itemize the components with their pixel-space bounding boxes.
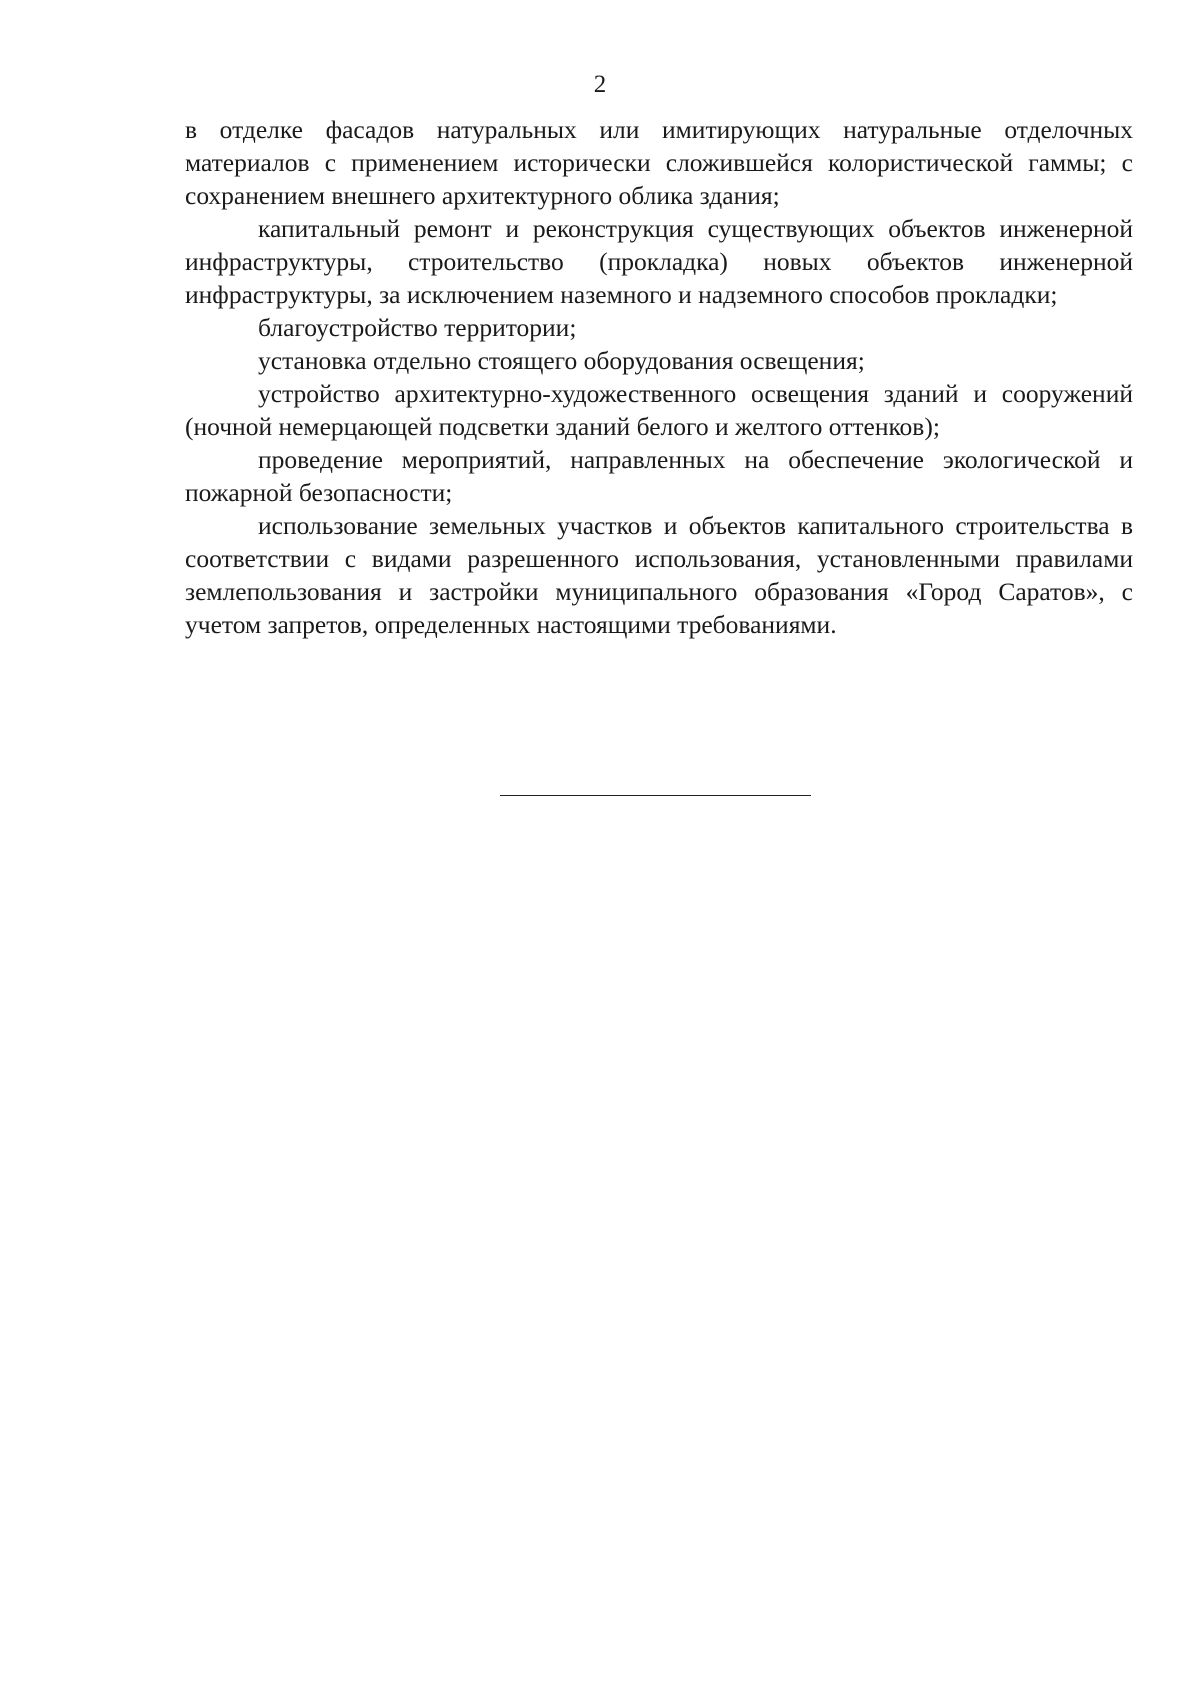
paragraph-land-use: использование земельных участков и объектов капитального строительства в соответствии с видами разрешенного использования, установленными правилами землепользования и застройки муниципального образования «Город Саратов», с учетом запретов, определенных настоящими требованиями.	[185, 511, 1133, 639]
paragraph-safety-measures: проведение мероприятий, направленных на обеспечение экологической и пожарной безопасности;	[185, 445, 1133, 507]
paragraph-landscaping: благоустройство территории;	[258, 313, 577, 342]
paragraph-lighting-equipment: установка отдельно стоящего оборудования освещения;	[258, 346, 865, 375]
end-separator-line	[500, 795, 811, 796]
paragraph-architectural-lighting: устройство архитектурно-художественного освещения зданий и сооружений (ночной немерцающей подсветки зданий белого и желтого оттенков);	[185, 379, 1133, 441]
paragraph-facade-finishing: в отделке фасадов натуральных или имитирующих натуральные отделочных материалов с применением исторически сложившейся колористической гаммы; с сохранением внешнего архитектурного облика здания;	[185, 115, 1133, 210]
paragraph-infrastructure-repair: капитальный ремонт и реконструкция существующих объектов инженерной инфраструктуры, строительство (прокладка) новых объектов инженерной инфраструктуры, за исключением наземного и надземного способов прокладки;	[185, 214, 1133, 309]
document-body	[185, 113, 1133, 641]
page-number: 2	[593, 71, 607, 98]
